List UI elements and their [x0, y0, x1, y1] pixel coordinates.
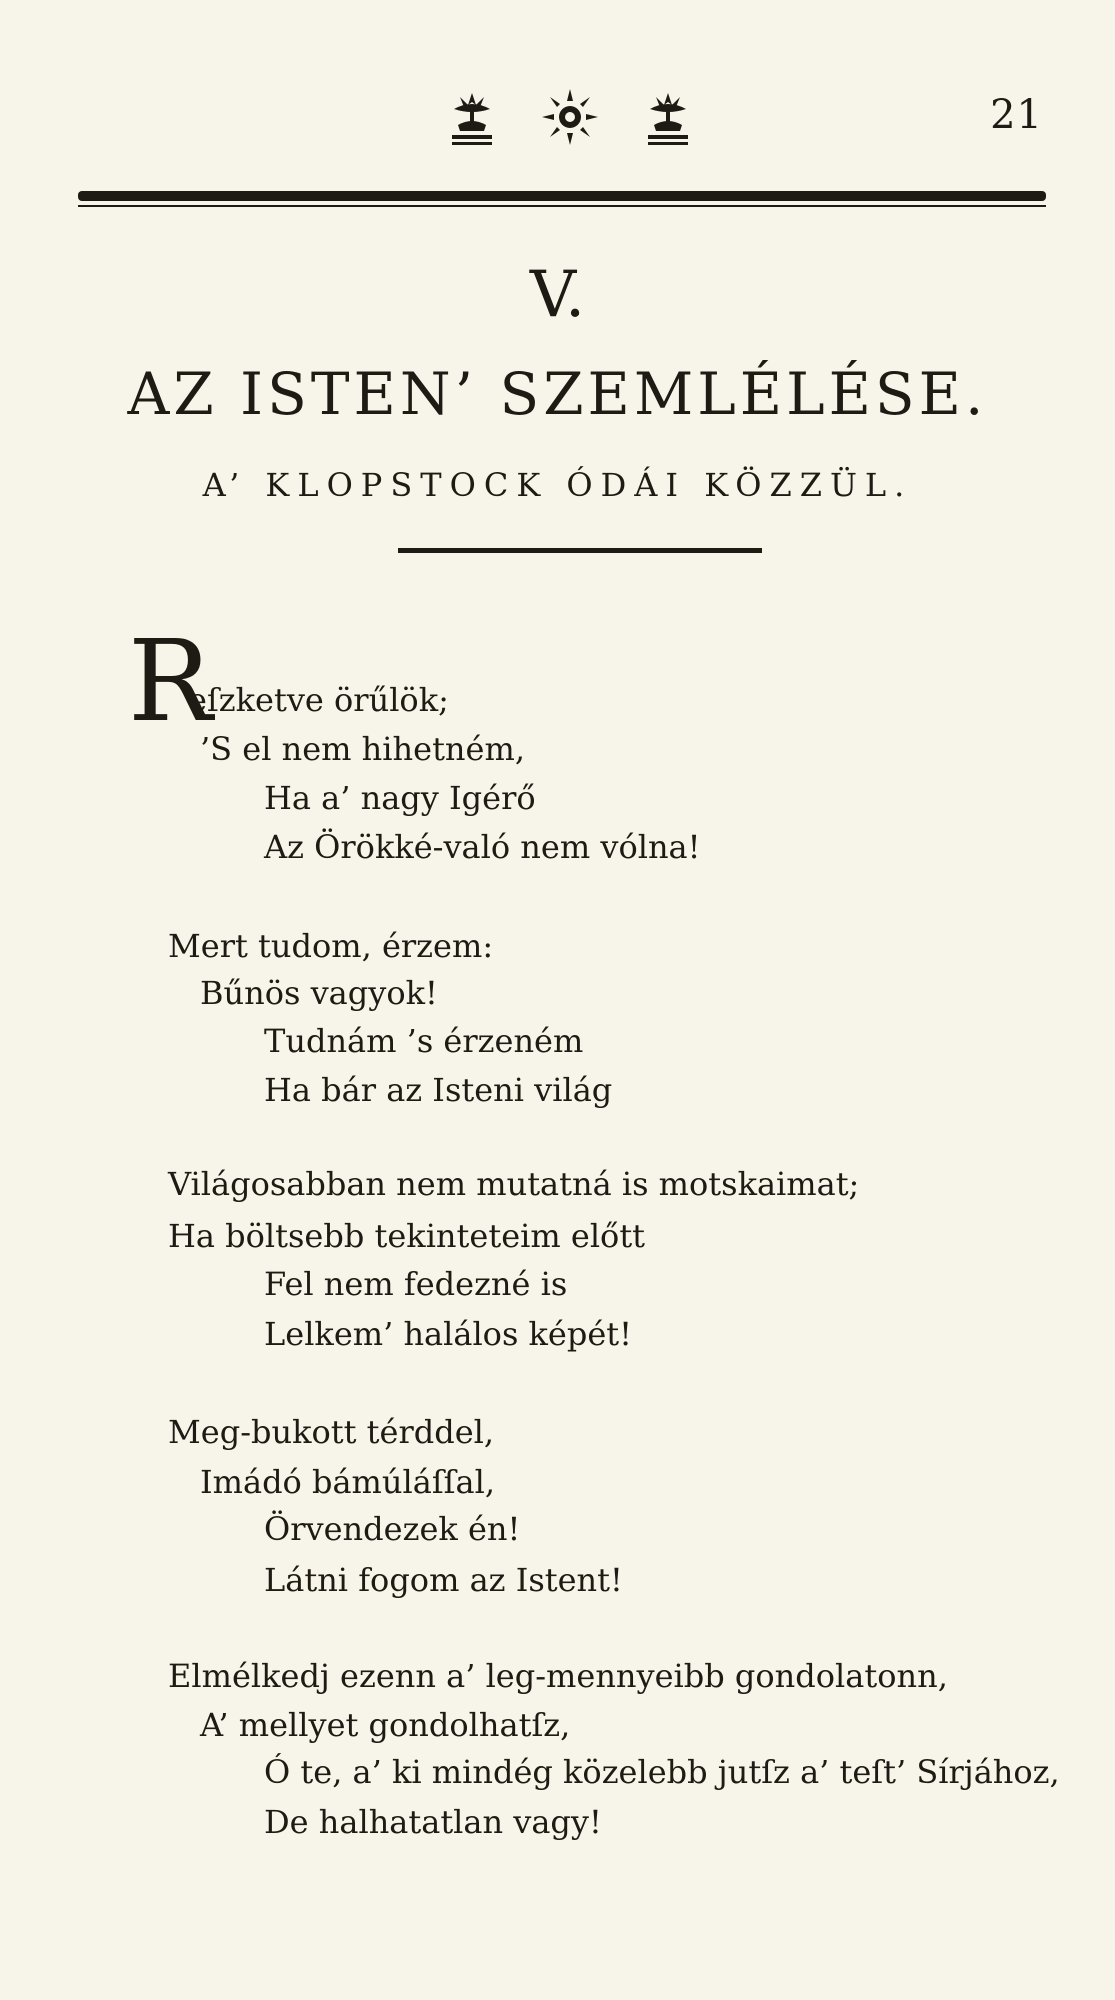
poem-line: Ha bár az Isteni világ [264, 1071, 613, 1109]
poem-subtitle: A’ KLOPSTOCK ÓDÁI KÖZZÜL. [202, 466, 913, 504]
poem-line: Látni fogom az Istent! [264, 1561, 623, 1599]
page-number: 21 [990, 92, 1043, 138]
poem-title: AZ ISTEN’ SZEMLÉLÉSE. [127, 360, 988, 428]
poem-line: Ha böltsebb tekinteteim előtt [168, 1217, 646, 1255]
section-numeral: V. [529, 258, 586, 332]
poem-line: Fel nem fedezné is [264, 1265, 568, 1303]
poem-line: Ha a’ nagy Igérő [264, 779, 536, 817]
poem-line: eſzketve örűlök; [188, 681, 449, 719]
poem-line: Világosabban nem mutatná is motskaimat; [168, 1165, 860, 1203]
poem-line: Imádó bámúláſſal, [200, 1463, 495, 1501]
poem-line: Ó te, a’ ki mindég közelebb jutſz a’ teſt’ Sírjához, [264, 1753, 1060, 1791]
poem-line: Örvendezek én! [264, 1510, 521, 1548]
poem-line: Elmélkedj ezenn a’ leg-mennyeibb gondolatonn, [168, 1657, 948, 1695]
poem-line: De halhatatlan vagy! [264, 1803, 602, 1841]
poem-line: Bűnös vagyok! [200, 974, 438, 1012]
poem-line: A’ mellyet gondolhatſz, [200, 1706, 571, 1744]
poem-line: Meg-bukott térddel, [168, 1413, 495, 1451]
poem-line: Mert tudom, érzem: [168, 927, 494, 965]
poem-line: ’S el nem hihetném, [200, 730, 525, 768]
poem-line: Lelkem’ halálos képét! [264, 1315, 632, 1353]
drop-cap: R [128, 617, 213, 747]
poem-line: Az Örökké-való nem vólna! [264, 828, 701, 866]
poem-line: Tudnám ’s érzeném [264, 1022, 584, 1060]
